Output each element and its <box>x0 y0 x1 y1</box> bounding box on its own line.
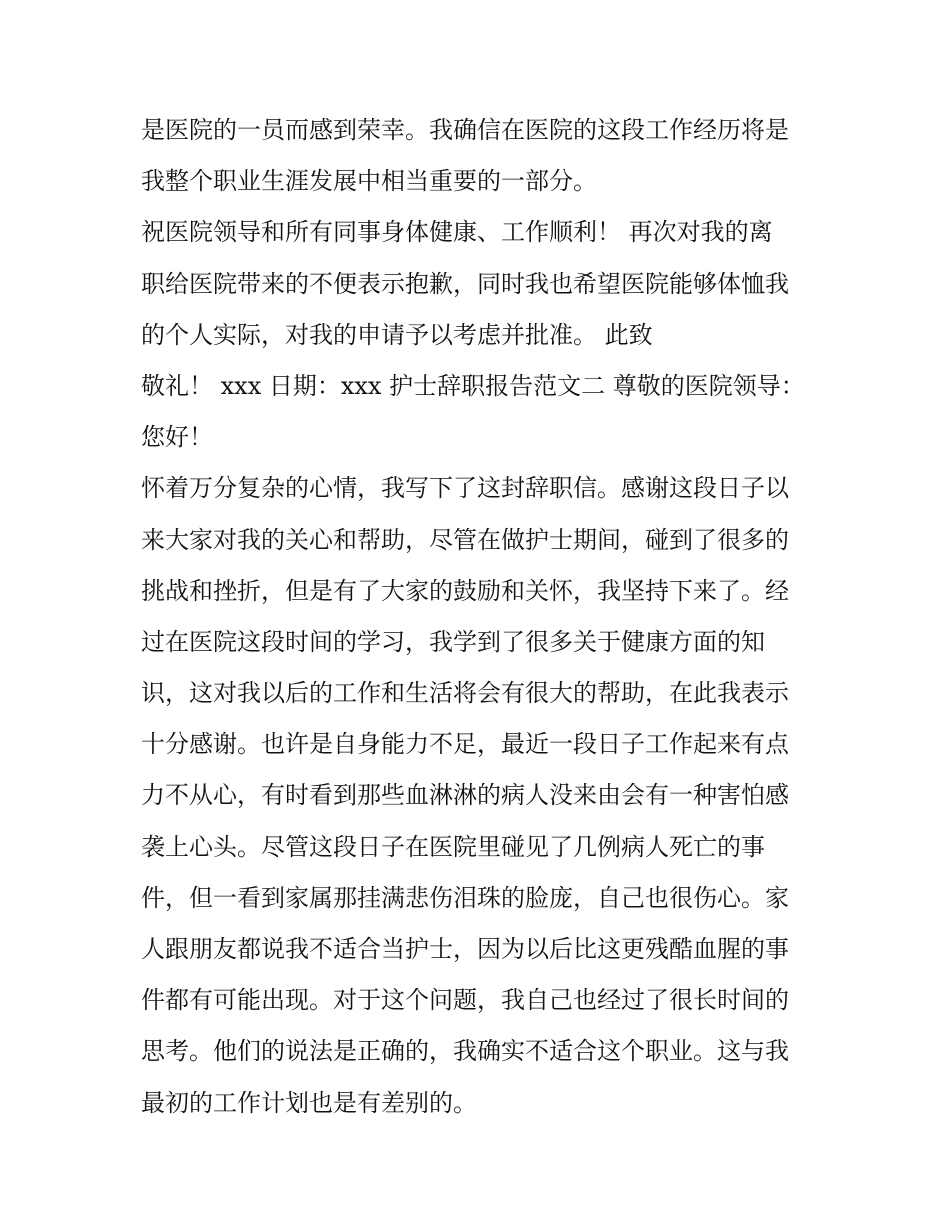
text-line: 最初的工作计划也是有差别的。 <box>141 1088 477 1117</box>
text-line: 您好！ <box>141 423 213 452</box>
text-line: 件，但一看到家属那挂满悲伤泪珠的脸庞，自己也很伤心。家 <box>141 883 789 912</box>
text-line: 我整个职业生涯发展中相当重要的一部分。 <box>141 167 597 196</box>
text-line: 挑战和挫折，但是有了大家的鼓励和关怀，我坚持下来了。经 <box>141 576 789 605</box>
text-line: 过在医院这段时间的学习，我学到了很多关于健康方面的知 <box>141 627 765 656</box>
body-text <box>141 105 821 1129</box>
text-line: 思考。他们的说法是正确的，我确实不适合这个职业。这与我 <box>141 1037 789 1066</box>
text-line: 件都有可能出现。对于这个问题，我自己也经过了很长时间的 <box>141 986 789 1015</box>
text-line: 祝医院领导和所有同事身体健康、工作顺利！ 再次对我的离 <box>141 218 773 247</box>
text-line: 是医院的一员而感到荣幸。我确信在医院的这段工作经历将是 <box>141 116 789 144</box>
text-line: 敬礼！ xxx 日期：xxx 护士辞职报告范文二 尊敬的医院领导： <box>141 371 805 400</box>
text-line: 人跟朋友都说我不适合当护士，因为以后比这更残酷血腥的事 <box>141 935 789 963</box>
text-line: 力不从心，有时看到那些血淋淋的病人没来由会有一种害怕感 <box>141 781 789 810</box>
text-line: 识，这对我以后的工作和生活将会有很大的帮助，在此我表示 <box>141 679 789 708</box>
text-line: 的个人实际，对我的申请予以考虑并批准。 此致 <box>141 320 653 349</box>
text-line: 职给医院带来的不便表示抱歉，同时我也希望医院能够体恤我 <box>141 269 789 298</box>
text-line: 怀着万分复杂的心情，我写下了这封辞职信。感谢这段日子以 <box>141 474 789 503</box>
text-line: 来大家对我的关心和帮助，尽管在做护士期间，碰到了很多的 <box>141 525 789 554</box>
text-line: 袭上心头。尽管这段日子在医院里碰见了几例病人死亡的事 <box>141 832 765 861</box>
text-line: 十分感谢。也许是自身能力不足，最近一段日子工作起来有点 <box>141 730 789 759</box>
